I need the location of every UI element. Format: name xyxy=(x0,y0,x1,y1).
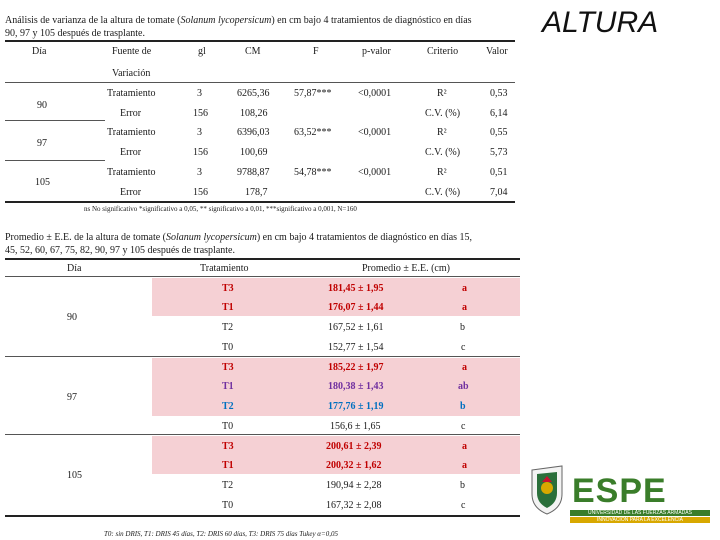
anova-header-gl: gl xyxy=(198,46,206,57)
means-value: 167,32 ± 2,08 xyxy=(326,500,382,511)
side-title: ALTURA xyxy=(542,6,659,39)
anova-header-fuente: Fuente de xyxy=(112,46,152,57)
means-group: c xyxy=(461,342,466,353)
means-group: a xyxy=(462,460,467,471)
means-header-promedio: Promedio ± E.E. (cm) xyxy=(362,263,450,274)
means-group: b xyxy=(460,401,466,412)
means-value: 200,32 ± 1,62 xyxy=(326,460,382,471)
anova-cm: 9788,87 xyxy=(237,167,270,178)
means-day-separator xyxy=(5,434,520,435)
anova-valor: 7,04 xyxy=(490,187,508,198)
means-header-dia: Día xyxy=(67,263,82,274)
anova-cm: 100,69 xyxy=(240,147,268,158)
anova-gl: 156 xyxy=(193,147,208,158)
anova-header-pvalor: p-valor xyxy=(362,46,391,57)
anova-valor: 6,14 xyxy=(490,108,508,119)
means-bottom-rule xyxy=(5,515,520,517)
anova-p: <0,0001 xyxy=(358,167,392,178)
anova-header-criterio: Criterio xyxy=(427,46,459,57)
anova-criterio: C.V. (%) xyxy=(425,108,461,119)
means-day-90: 90 xyxy=(67,312,77,323)
means-treatment: T3 xyxy=(222,283,234,294)
anova-fuente: Tratamiento xyxy=(107,167,156,178)
anova-p: <0,0001 xyxy=(358,88,392,99)
anova-criterio: R² xyxy=(437,167,447,178)
anova-fuente: Error xyxy=(120,187,142,198)
means-footnote: T0: sin DRIS, T1: DRIS 45 días, T2: DRIS 60 días, T3: DRIS 75 días Tukey α=0,05 xyxy=(104,530,338,538)
anova-header-variacion: Variación xyxy=(112,68,151,79)
means-group: c xyxy=(461,500,466,511)
anova-p: <0,0001 xyxy=(358,127,392,138)
anova-day-90: 90 xyxy=(37,100,47,111)
means-treatment: T0 xyxy=(222,421,234,432)
anova-bottom-rule xyxy=(5,201,515,203)
anova-f: 63,52*** xyxy=(294,127,332,138)
anova-gl: 3 xyxy=(197,167,202,178)
means-value: 190,94 ± 2,28 xyxy=(326,480,382,491)
means-treatment: T1 xyxy=(222,460,234,471)
espe-logo xyxy=(528,460,718,530)
anova-header-cm: CM xyxy=(245,46,261,57)
means-treatment: T2 xyxy=(222,401,234,412)
means-value: 176,07 ± 1,44 xyxy=(328,302,384,313)
means-treatment: T3 xyxy=(222,362,234,373)
means-group: ab xyxy=(458,381,469,392)
anova-day-separator xyxy=(5,120,105,121)
anova-criterio: C.V. (%) xyxy=(425,147,461,158)
means-treatment: T1 xyxy=(222,302,234,313)
means-treatment: T0 xyxy=(222,342,234,353)
anova-day-105: 105 xyxy=(35,177,50,188)
means-group: a xyxy=(462,302,467,313)
means-value: 185,22 ± 1,97 xyxy=(328,362,384,373)
means-group: b xyxy=(460,322,465,333)
anova-cm: 178,7 xyxy=(245,187,268,198)
means-value: 180,38 ± 1,43 xyxy=(328,381,384,392)
anova-fuente: Tratamiento xyxy=(107,127,156,138)
anova-header-rule xyxy=(5,82,515,83)
anova-cm: 6396,03 xyxy=(237,127,270,138)
anova-gl: 156 xyxy=(193,108,208,119)
anova-f: 54,78*** xyxy=(294,167,332,178)
anova-header-dia: Día xyxy=(32,46,47,57)
means-group: b xyxy=(460,480,465,491)
means-treatment: T2 xyxy=(222,322,234,333)
anova-fuente: Tratamiento xyxy=(107,88,156,99)
means-group: a xyxy=(462,362,467,373)
anova-gl: 156 xyxy=(193,187,208,198)
anova-criterio: R² xyxy=(437,127,447,138)
anova-caption: Análisis de varianza de la altura de tomate (Solanum lycopersicum) en cm bajo 4 tratamientos de diagnóstico en días 90, 97 y 105 después de trasplante. xyxy=(5,15,472,39)
means-value: 167,52 ± 1,61 xyxy=(328,322,384,333)
means-day-105: 105 xyxy=(67,470,82,481)
means-value: 181,45 ± 1,95 xyxy=(328,283,384,294)
means-group: a xyxy=(462,441,467,452)
means-group: a xyxy=(462,283,467,294)
means-treatment: T1 xyxy=(222,381,234,392)
means-header-rule xyxy=(5,276,520,277)
anova-day-separator xyxy=(5,160,105,161)
means-day-97: 97 xyxy=(67,392,77,403)
anova-cm: 108,26 xyxy=(240,108,268,119)
logo-tagline: INNOVACIÓN PARA LA EXCELENCIA xyxy=(570,517,710,523)
means-day-separator xyxy=(5,356,520,357)
anova-day-97: 97 xyxy=(37,138,47,149)
logo-subtitle: UNIVERSIDAD DE LAS FUERZAS ARMADAS xyxy=(570,510,710,516)
means-value: 156,6 ± 1,65 xyxy=(330,421,381,432)
means-treatment: T3 xyxy=(222,441,234,452)
means-top-rule xyxy=(5,258,520,260)
anova-footnote: ns No significativo *significativo a 0,05, ** significativo a 0,01, ***significativo a 0,001, N=160 xyxy=(84,205,357,213)
means-treatment: T2 xyxy=(222,480,234,491)
anova-criterio: R² xyxy=(437,88,447,99)
means-value: 152,77 ± 1,54 xyxy=(328,342,384,353)
anova-top-rule xyxy=(5,40,515,42)
means-header-tratamiento: Tratamiento xyxy=(200,263,249,274)
anova-criterio: C.V. (%) xyxy=(425,187,461,198)
anova-gl: 3 xyxy=(197,127,202,138)
anova-fuente: Error xyxy=(120,147,142,158)
means-value: 200,61 ± 2,39 xyxy=(326,441,382,452)
anova-header-valor: Valor xyxy=(486,46,508,57)
anova-fuente: Error xyxy=(120,108,142,119)
anova-gl: 3 xyxy=(197,88,202,99)
anova-valor: 0,51 xyxy=(490,167,508,178)
means-treatment: T0 xyxy=(222,500,234,511)
means-group: c xyxy=(461,421,466,432)
anova-f: 57,87*** xyxy=(294,88,332,99)
anova-cm: 6265,36 xyxy=(237,88,270,99)
anova-valor: 0,53 xyxy=(490,88,508,99)
means-value: 177,76 ± 1,19 xyxy=(328,401,384,412)
anova-header-f: F xyxy=(313,46,319,57)
logo-text: ESPE xyxy=(572,472,667,510)
anova-valor: 5,73 xyxy=(490,147,508,158)
means-caption: Promedio ± E.E. de la altura de tomate (Solanum lycopersicum) en cm bajo 4 tratamientos de diagnóstico en días 15, 45, 52, 60, 67, 75, 82, 90, 97 y 105 después de trasplante. xyxy=(5,232,473,256)
anova-valor: 0,55 xyxy=(490,127,508,138)
